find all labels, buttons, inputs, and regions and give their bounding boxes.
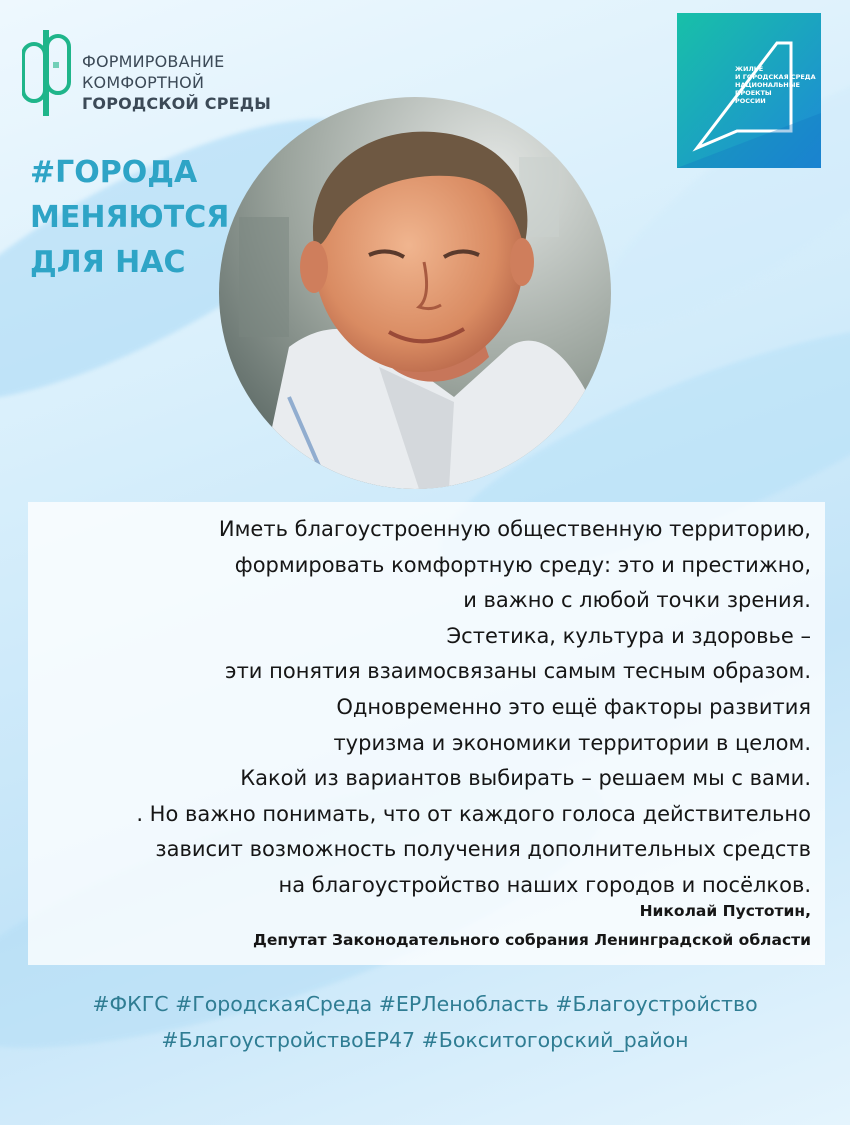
slogan: [30, 150, 229, 285]
quote-line: эти понятия взаимосвязаны самым тесным образом.: [225, 659, 811, 684]
np-line-3: НАЦИОНАЛЬНЫЕ: [735, 81, 800, 89]
hashtags-line-2: #БлагоустройствоЕР47 #Бокситогорский_район: [161, 1028, 689, 1052]
quote-text: [136, 512, 811, 904]
fkgs-logo: [22, 28, 282, 123]
portrait-photo: [219, 97, 611, 489]
quote-line: на благоустройство наших городов и посёлков.: [278, 872, 811, 897]
np-line-1: ЖИЛЬЕ: [735, 65, 764, 73]
np-line-5: РОССИИ: [735, 97, 766, 105]
logo-line-3: ГОРОДСКОЙ СРЕДЫ: [82, 94, 271, 113]
quote-line: и важно с любой точки зрения.: [463, 588, 811, 613]
hashtags-line-1: #ФКГС #ГородскаяСреда #ЕРЛенобласть #Благоустройство: [92, 992, 758, 1016]
quote-line: зависит возможность получения дополнительных средств: [155, 837, 811, 862]
author-title: Депутат Законодательного собрания Ленинградской области: [253, 931, 811, 949]
slogan-line-3: ДЛЯ НАС: [30, 245, 186, 280]
quote-line: . Но важно понимать, что от каждого голоса действительно: [136, 801, 811, 826]
author-name: Николай Пустотин,: [639, 902, 811, 920]
quote-line: Какой из вариантов выбирать – решаем мы с вами.: [240, 766, 811, 791]
np-line-4: ПРОЕКТЫ: [735, 89, 772, 97]
national-projects-logo: [677, 13, 821, 168]
quote-line: туризма и экономики территории в целом.: [333, 730, 811, 755]
quote-line: Одновременно это ещё факторы развития: [336, 694, 811, 719]
quote-line: Иметь благоустроенную общественную территорию,: [218, 517, 811, 541]
slogan-line-2: МЕНЯЮТСЯ: [30, 200, 230, 235]
fkgs-logo-icon: [22, 28, 78, 118]
quote-panel: [28, 502, 825, 965]
quote-line: Эстетика, культура и здоровье –: [446, 623, 811, 648]
logo-line-2: КОМФОРТНОЙ: [82, 73, 205, 92]
hashtags: [0, 986, 850, 1058]
quote-author: [253, 897, 811, 955]
slogan-line-1: #ГОРОДА: [30, 155, 198, 190]
quote-line: формировать комфортную среду: это и престижно,: [234, 552, 811, 577]
np-line-2: И ГОРОДСКАЯ СРЕДА: [735, 73, 816, 81]
logo-line-1: ФОРМИРОВАНИЕ: [82, 52, 225, 71]
